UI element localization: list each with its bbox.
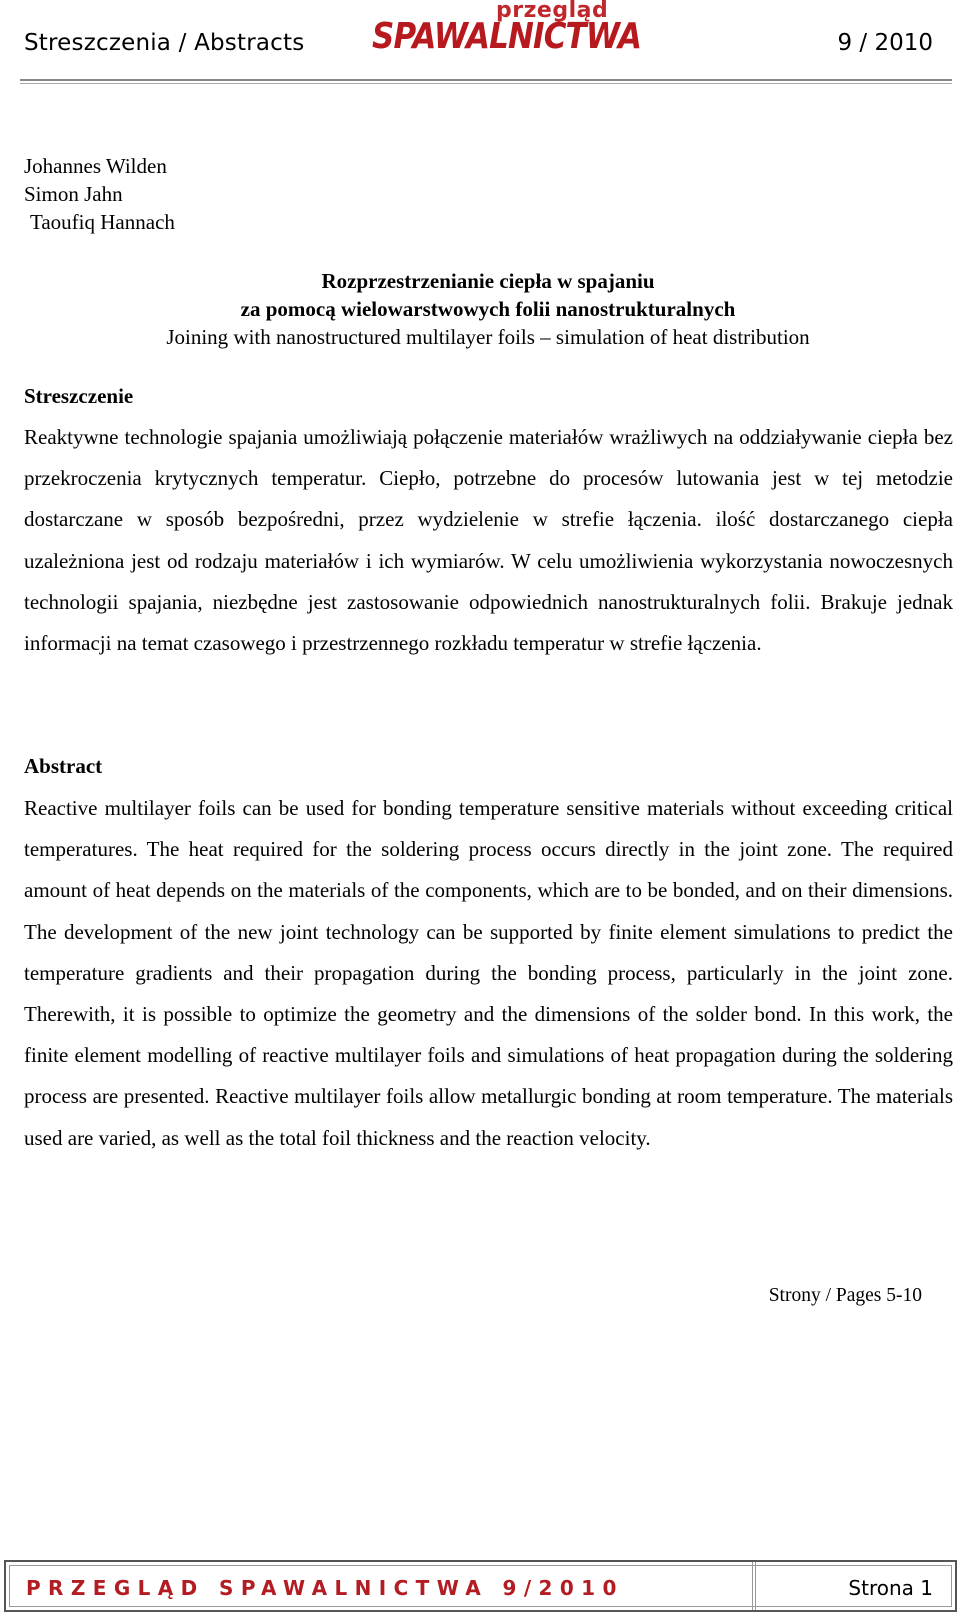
author: Taoufiq Hannach [30, 210, 175, 234]
header-section-label: Streszczenia / Abstracts [24, 30, 305, 56]
page-footer [4, 1560, 957, 1612]
header-issue: 9 / 2010 [837, 30, 933, 56]
title-en: Joining with nanostructured multilayer foils – simulation of heat distribution [166, 325, 810, 349]
abstract-text: Reactive multilayer foils can be used for bonding temperature sensitive materials without exceeding critical temperatures. The heat required for the soldering process occurs directly in the joint zone. The required amount of heat depends on the materials of the components, which are to be bonded, and on their dimensions. The development of the new joint technology can be supported by finite element simulations to predict the temperature gradients and their propagation during the bonding process, particularly in the joint zone. Therewith, it is possible to optimize the geometry and the dimensions of the solder bond. In this work, the finite element modelling of reactive multilayer foils and simulations of heat propagation during the soldering process are presented. Reactive multilayer foils allow metallurgic bonding at room temperature. The materials used are varied, as well as the total foil thickness and the reaction velocity. [24, 796, 953, 1150]
author: Simon Jahn [24, 182, 123, 206]
author: Johannes Wilden [24, 154, 167, 178]
abstract-heading: Abstract [24, 754, 103, 778]
header-rule [20, 79, 952, 81]
streszczenie-text: Reaktywne technologie spajania umożliwiają połączenie materiałów wrażliwych na oddziaływanie ciepła bez przekroczenia krytycznych temperatur. Ciepło, potrzebne do procesów lutowania jest w tej metodzie dostarczane w sposób bezpośredni, przez wydzielenie w strefie łączenia. ilość dostarczanego ciepła uzależniona jest od rodzaju materiałów i ich wymiarów. W celu umożliwienia wykorzystania nowoczesnych technologii spajania, niezbędne jest zastosowanie odpowiednich nanostrukturalnych folii. Brakuje jednak informacji na temat czasowego i przestrzennego rozkładu temperatur w strefie łączenia. [24, 425, 953, 656]
author-list [24, 152, 175, 236]
footer-divider [752, 1562, 756, 1610]
article-title [24, 267, 952, 351]
footer-page-number: Strona 1 [848, 1576, 933, 1600]
streszczenie-heading: Streszczenie [24, 384, 134, 408]
title-pl-line2: za pomocą wielowarstwowych folii nanostrukturalnych [240, 297, 736, 321]
pages-reference: Strony / Pages 5-10 [768, 1285, 922, 1306]
title-pl-line1: Rozprzestrzenianie ciepła w spajaniu [321, 269, 655, 293]
logo-main-text: SPAWALNICTWA [372, 16, 642, 57]
journal-logo [372, 0, 642, 62]
footer-journal-name: PRZEGLĄD SPAWALNICTWA 9/2010 [26, 1576, 624, 1600]
logo-top-text: przegląd [496, 0, 609, 23]
header-rule-thin [20, 83, 952, 84]
